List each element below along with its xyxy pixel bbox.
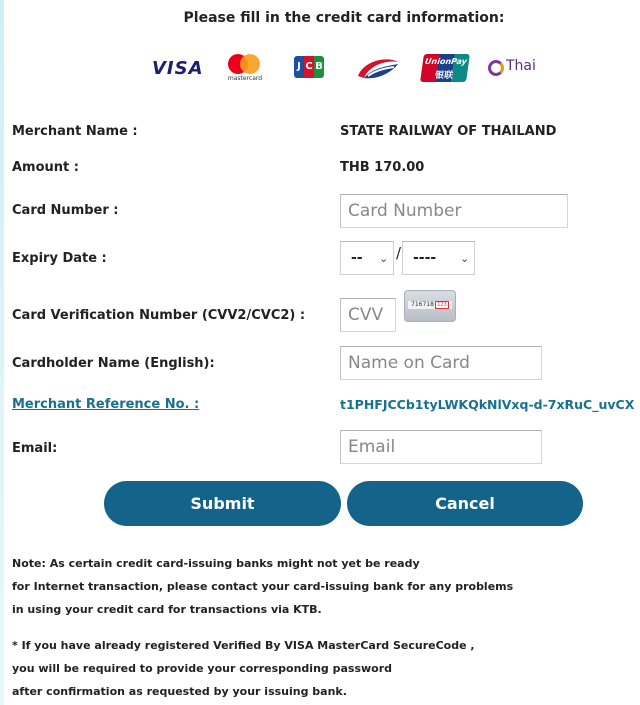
cardholder-name-label: Cardholder Name (English): (12, 356, 215, 371)
left-accent-bar (0, 0, 4, 705)
card-number-label: Card Number : (12, 203, 119, 218)
cancel-button[interactable]: Cancel (347, 481, 583, 526)
chevron-down-icon: ⌄ (460, 252, 470, 265)
merchant-reference-value: t1PHFJCCb1tyLWKQkNlVxq-d-7xRuC_uvCX (340, 397, 635, 412)
jcb-logo: J C B (294, 56, 324, 78)
card-logos (150, 52, 550, 86)
submit-button[interactable]: Submit (104, 481, 341, 526)
page-title: Please fill in the credit card information: (183, 10, 505, 26)
secure-note-line: you will be required to provide your corresponding password (12, 662, 393, 675)
secure-note-line: after confirmation as requested by your issuing bank. (12, 685, 347, 698)
thai-logo: Thai (488, 56, 540, 88)
expiry-separator: / (396, 244, 402, 262)
cvv-input[interactable]: CVV (340, 298, 396, 332)
amount-label: Amount : (12, 160, 79, 175)
card-number-input[interactable]: Card Number (340, 194, 568, 228)
cvv-label: Card Verification Number (CVV2/CVC2) : (12, 308, 306, 323)
merchant-reference-link[interactable]: Merchant Reference No. : (12, 397, 200, 412)
visa-logo: VISA (152, 58, 204, 79)
email-label: Email: (12, 441, 58, 456)
expiry-year-select[interactable] (402, 241, 475, 275)
amount-value: THB 170.00 (340, 160, 425, 175)
mastercard-logo-text: mastercard (227, 75, 263, 82)
expiry-month-select[interactable] (340, 241, 394, 275)
email-input[interactable]: Email (340, 430, 542, 464)
expiry-month-value: -- (351, 250, 363, 266)
mastercard-logo (224, 52, 264, 84)
cvv-card-code: 123 (435, 301, 449, 309)
note-line: in using your credit card for transactions via KTB. (12, 603, 322, 616)
unionpay-logo: UnionPay 银联 (420, 54, 470, 82)
note-line: for Internet transaction, please contact your card-issuing bank for any problems (12, 580, 514, 593)
cvv-card-icon (404, 290, 456, 322)
cardholder-name-input[interactable]: Name on Card (340, 346, 542, 380)
expiry-year-value: ---- (413, 250, 437, 266)
cvv-card-number: 716718 (411, 301, 434, 308)
chevron-down-icon: ⌄ (379, 252, 389, 265)
tpn-swoosh-logo (354, 56, 402, 82)
expiry-date-label: Expiry Date : (12, 251, 107, 266)
secure-note-line: * If you have already registered Verified By VISA MasterCard SecureCode , (12, 639, 475, 652)
note-line: Note: As certain credit card-issuing banks might not yet be ready (12, 557, 420, 570)
merchant-name-label: Merchant Name : (12, 124, 138, 139)
merchant-name-value: STATE RAILWAY OF THAILAND (340, 124, 557, 139)
